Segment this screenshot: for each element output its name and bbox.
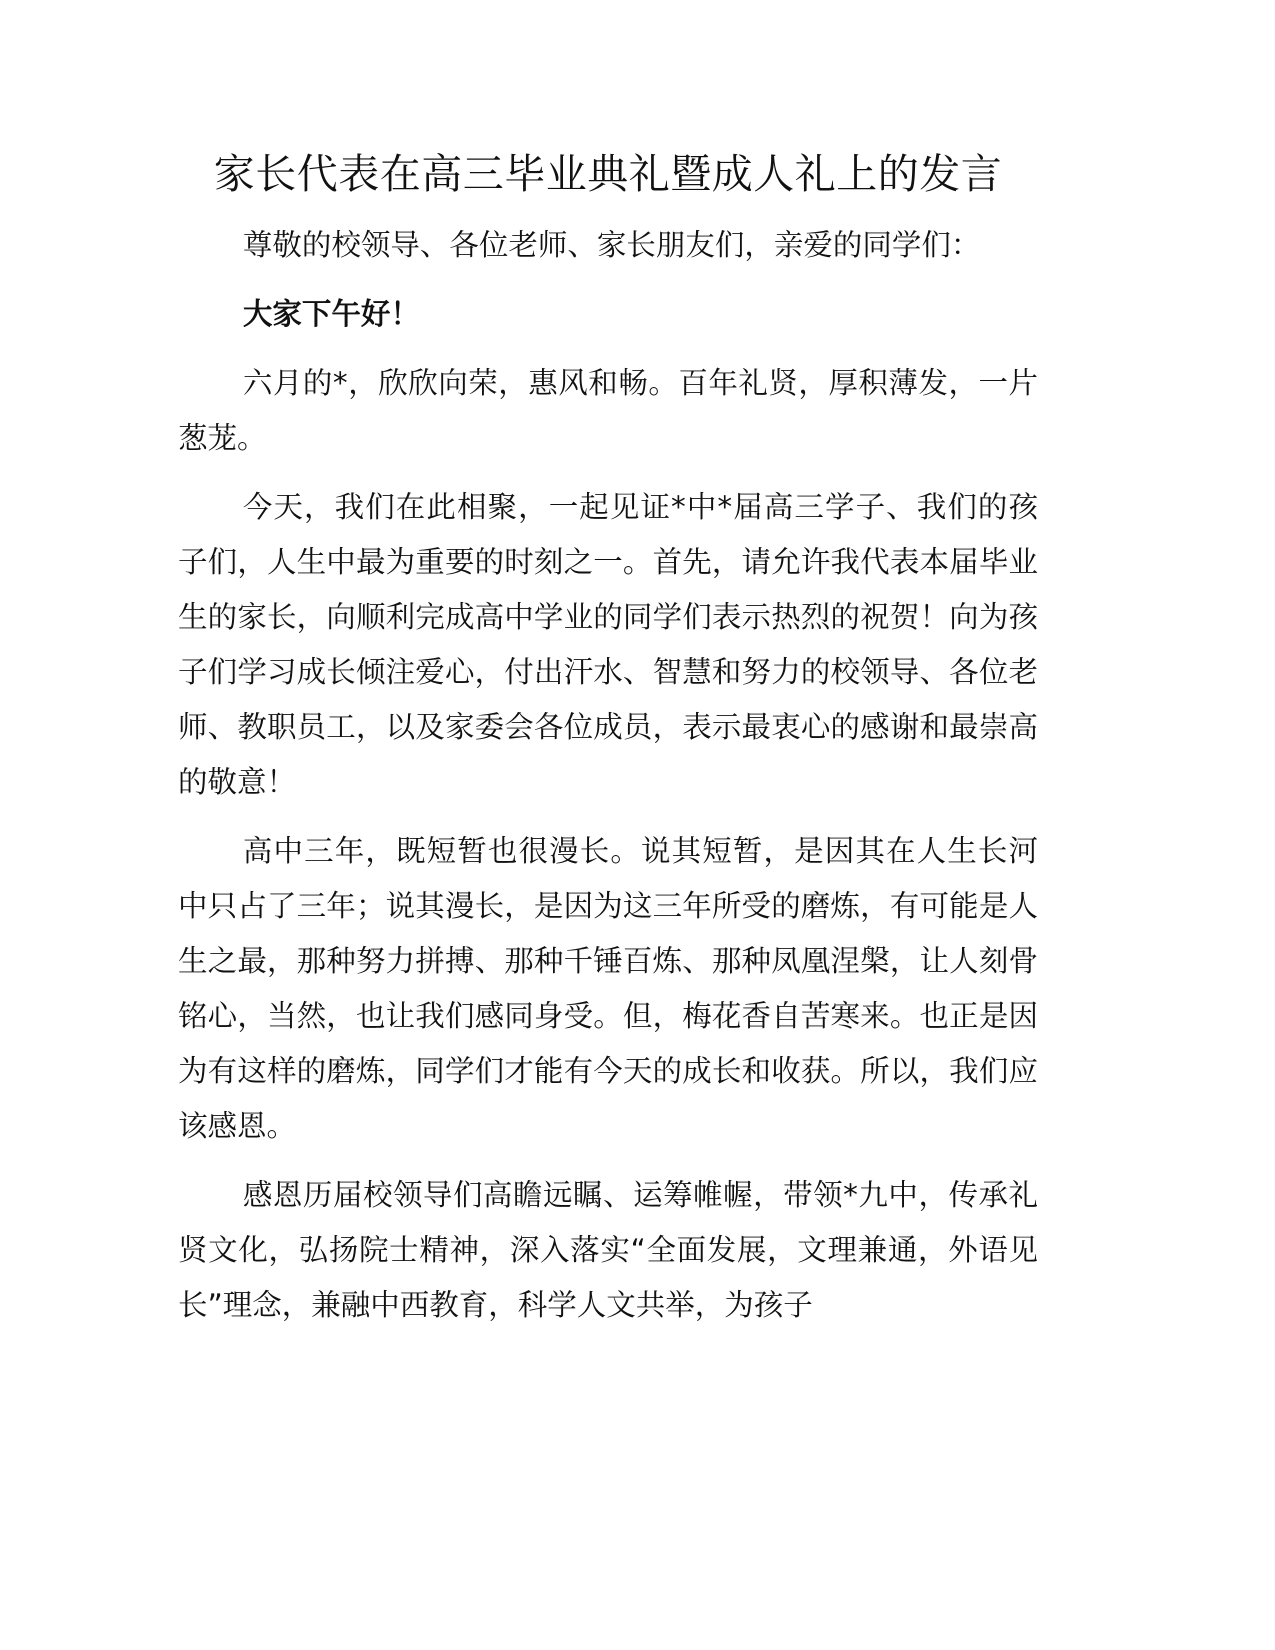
document-body	[178, 218, 1038, 1347]
document-title: 家长代表在高三毕业典礼暨成人礼上的发言	[213, 150, 1003, 198]
salutation: 尊敬的校领导、各位老师、家长朋友们，亲爱的同学们：	[242, 228, 981, 262]
paragraph-3: 高中三年，既短暂也很漫长。说其短暂，是因其在人生长河中只占了三年；说其漫长，是因为这三年所受的磨炼，有可能是人生之最，那种努力拼搏、那种千锤百炼、那种凤凰涅槃，让人刻骨铭心，当然，也让我们感同身受。但，梅花香自苦寒来。也正是因为有这样的磨炼，同学们才能有今天的成长和收获。所以，我们应该感恩。	[178, 834, 1038, 1143]
greeting: 大家下午好！	[242, 297, 420, 331]
paragraph-2: 今天，我们在此相聚，一起见证*中*届高三学子、我们的孩子们，人生中最为重要的时刻之一。首先，请允许我代表本届毕业生的家长，向顺利完成高中学业的同学们表示热烈的祝贺！向为孩子们学习成长倾注爱心，付出汗水、智慧和努力的校领导、各位老师、教职员工，以及家委会各位成员，表示最衷心的感谢和最崇高的敬意！	[178, 490, 1038, 799]
paragraph-1: 六月的*，欣欣向荣，惠风和畅。百年礼贤，厚积薄发，一片葱茏。	[178, 366, 1038, 455]
paragraph-4: 感恩历届校领导们高瞻远瞩、运筹帷幄，带领*九中，传承礼贤文化，弘扬院士精神，深入落实“全面发展，文理兼通，外语见长”理念，兼融中西教育，科学人文共举，为孩子	[178, 1178, 1038, 1322]
